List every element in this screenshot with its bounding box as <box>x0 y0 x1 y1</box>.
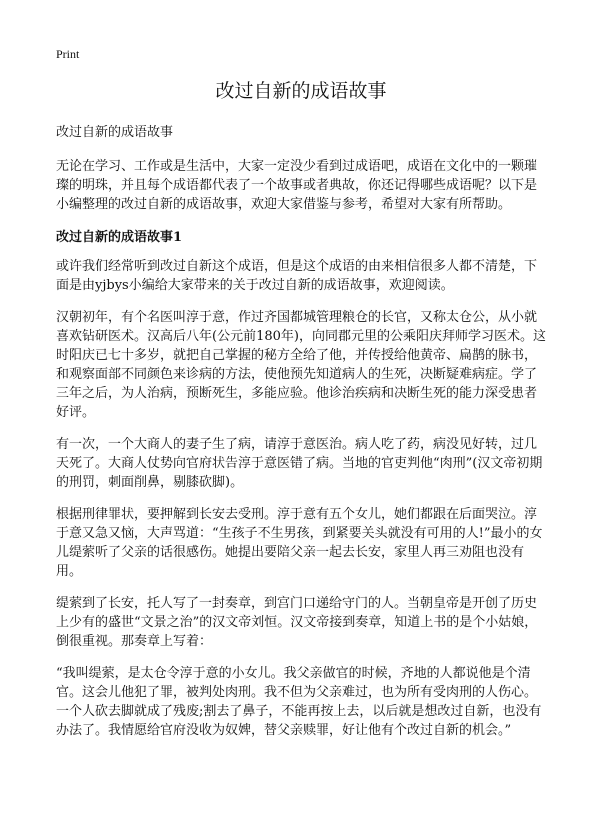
story-paragraph: 根据刑律罪状，要押解到长安去受刑。淳于意有五个女儿，她们都跟在后面哭泣。淳于意又急又恼，大声骂道：“生孩子不生男孩，到紧要关头就没有可用的人!”最小的女儿缇萦听了父亲的话很感伤。她提出要陪父亲一起去长安，家里人再三劝阻也没有用。 <box>56 507 543 579</box>
story-paragraph: 有一次，一个大商人的妻子生了病，请淳于意医治。病人吃了药，病没见好转，过几天死了。大商人仗势向官府状告淳于意医错了病。当地的官吏判他“肉刑”(汉文帝初期的刑罚，刺面削鼻，剔膝砍脚)。 <box>56 437 543 490</box>
print-link[interactable]: Print <box>56 47 80 61</box>
intro-paragraph: 无论在学习、工作或是生活中，大家一定没少看到过成语吧，成语在文化中的一颗璀璨的明珠，并且每个成语都代表了一个故事或者典故，你还记得哪些成语呢？以下是小编整理的改过自新的成语故事，欢迎大家借鉴与参考，希望对大家有所帮助。 <box>56 159 538 212</box>
story-paragraph: 汉朝初年，有个名医叫淳于意，作过齐国都城管理粮仓的长官，又称太仓公，从小就喜欢钻研医术。汉高后八年(公元前180年)，向同郡元里的公乘阳庆拜师学习医术。这时阳庆已七十多岁，就把自己掌握的秘方全给了他，并传授给他黄帝、扁鹊的脉书，和观察面部不同颜色来诊病的方法，使他预先知道病人的生死，决断疑难病症。学了三年之后，为人治病，预断死生，多能应验。他诊治疾病和决断生死的能力深受患者好评。 <box>56 310 546 420</box>
story-paragraph: 缇萦到了长安，托人写了一封奏章，到宫门口递给守门的人。当朝皇帝是开创了历史上少有的盛世“文景之治”的汉文帝刘恒。汉文帝接到奏章，知道上书的是个小姑娘，倒很重视。那奏章上写着： <box>56 596 538 649</box>
page-title: 改过自新的成语故事 <box>215 80 387 102</box>
story-paragraph: “我叫缇萦，是太仓令淳于意的小女儿。我父亲做官的时候，齐地的人都说他是个清官。这会儿他犯了罪，被判处肉刑。我不但为父亲难过，也为所有受肉刑的人伤心。一个人砍去脚就成了残废;割去了鼻子，不能再按上去，以后就是想改过自新，也没有办法了。我情愿给官府没收为奴婢，替父亲赎罪，好让他有个改过自新的机会。” <box>56 666 542 738</box>
article-subtitle: 改过自新的成语故事 <box>56 125 174 140</box>
article <box>56 78 546 740</box>
section-heading: 改过自新的成语故事1 <box>56 230 183 245</box>
story-paragraph: 或许我们经常听到改过自新这个成语，但是这个成语的由来相信很多人都不清楚，下面是由yjbys小编给大家带来的关于改过自新的成语故事，欢迎阅读。 <box>56 259 538 293</box>
